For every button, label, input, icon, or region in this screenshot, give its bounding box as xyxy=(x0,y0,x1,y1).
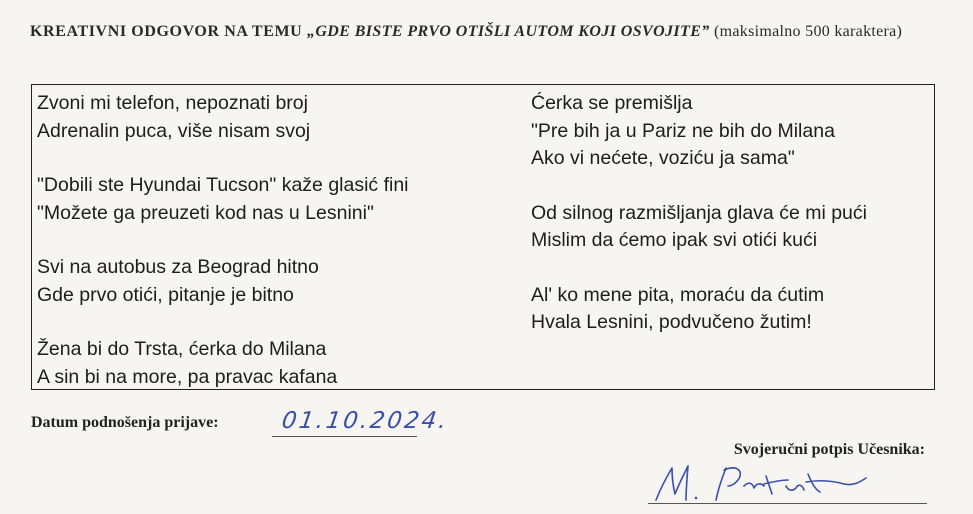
stanza xyxy=(531,282,867,337)
poem-line: A sin bi na more, pa pravac kafana xyxy=(37,365,338,388)
form-heading xyxy=(30,21,940,43)
poem-line: "Pre bih ja u Pariz ne bih do Milana xyxy=(531,119,835,142)
poem-line: Gde prvo otići, pitanje je bitno xyxy=(37,283,294,306)
poem-line: Adrenalin puca, više nisam svoj xyxy=(37,119,311,142)
stanza xyxy=(531,200,867,255)
date-value-handwritten: 01.10.2024. xyxy=(280,408,451,434)
signature-image xyxy=(648,460,888,509)
poem-line: "Možete ga preuzeti kod nas u Lesnini" xyxy=(37,201,374,224)
signature-label: Svojeručni potpis Učesnika: xyxy=(733,441,925,458)
poem-line: Mislim da ćemo ipak svi otići kući xyxy=(531,229,818,251)
poem-box xyxy=(31,84,935,390)
poem-column-left xyxy=(37,90,409,418)
stanza xyxy=(37,90,409,145)
poem-line: Al' ko mene pita, moraću da ćutim xyxy=(531,283,825,306)
poem-line: "Dobili ste Hyundai Tucson" kaže glasić fini xyxy=(37,174,409,196)
poem-line: Hvala Lesnini, podvučeno žutim! xyxy=(531,311,812,333)
poem-line: Ćerka se premišlja xyxy=(531,92,693,114)
date-underline xyxy=(272,436,417,437)
stanza xyxy=(37,172,409,227)
stanza xyxy=(37,254,409,309)
heading-note: (maksimalno 500 karaktera) xyxy=(709,23,903,40)
poem-line: Zvoni mi telefon, nepoznati broj xyxy=(37,92,308,114)
poem-line: Žena bi do Trsta, ćerka do Milana xyxy=(37,338,327,360)
stanza xyxy=(37,336,409,391)
heading-lead: KREATIVNI ODGOVOR NA TEMU xyxy=(30,23,307,40)
poem-line: Od silnog razmišljanja glava će mi pući xyxy=(531,201,867,224)
heading-topic: „GDE BISTE PRVO OTIŠLI AUTOM KOJI OSVOJITE” xyxy=(306,23,710,40)
stanza xyxy=(531,90,867,173)
poem-line: Svi na autobus za Beograd hitno xyxy=(37,256,319,278)
poem-line: Ako vi nećete, voziću ja sama" xyxy=(531,147,795,169)
poem-column-right xyxy=(531,90,867,364)
date-label: Datum podnošenja prijave: xyxy=(31,414,219,431)
signature-underline xyxy=(648,503,927,504)
